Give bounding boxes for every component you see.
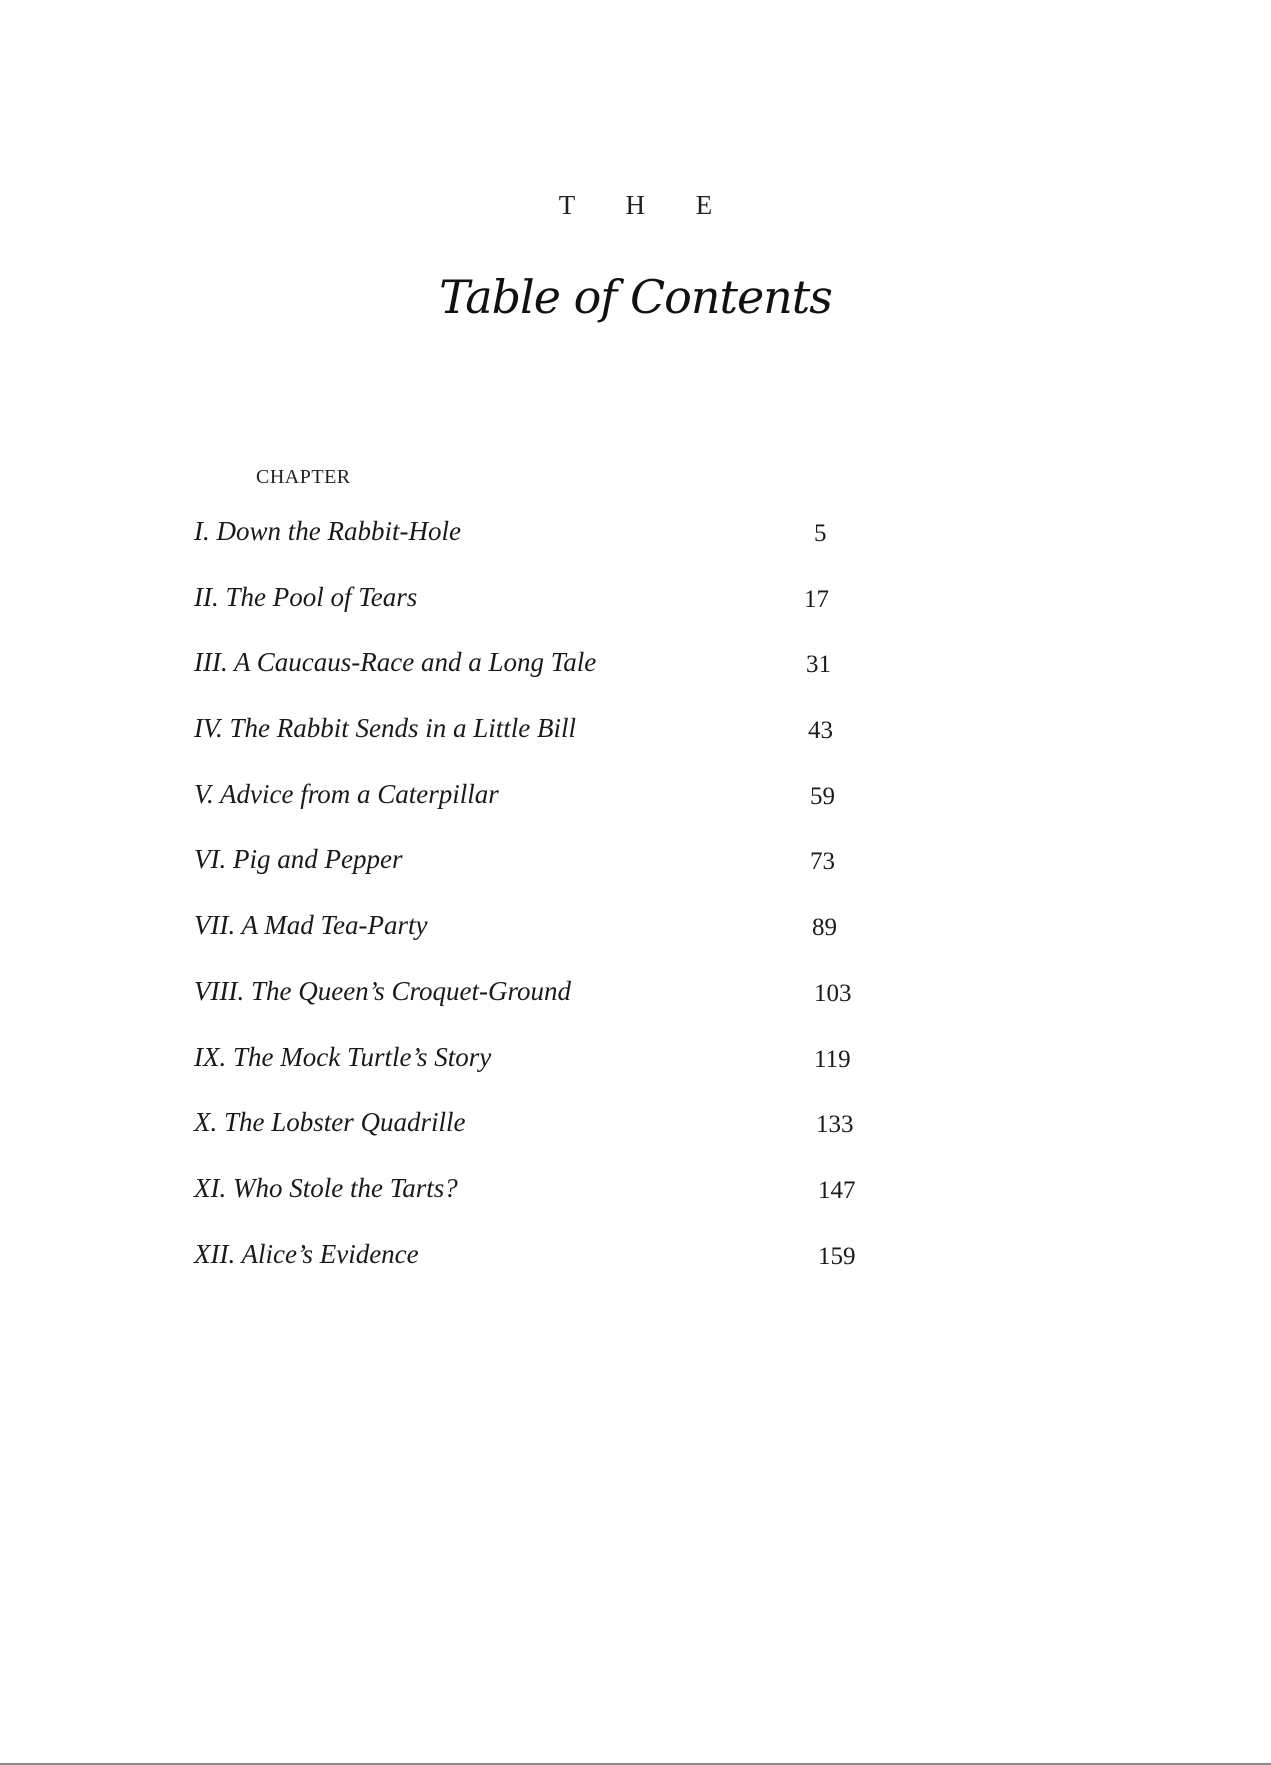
toc-entry-page: 159: [818, 1242, 856, 1270]
toc-entry[interactable]: [194, 1107, 894, 1173]
toc-entry-page: 103: [814, 979, 852, 1007]
toc-entry[interactable]: [194, 647, 894, 713]
toc-entry[interactable]: [194, 1239, 894, 1305]
toc-entry-page: 31: [806, 651, 831, 679]
page-title: Table of Contents: [439, 270, 832, 324]
toc-entry[interactable]: [194, 1173, 894, 1239]
toc-entry-title: VIII. The Queen’s Croquet-Ground: [194, 975, 571, 1006]
toc-entry-title: V. Advice from a Caterpillar: [194, 778, 499, 809]
toc-entry[interactable]: [194, 713, 894, 779]
toc-entry-title: IX. The Mock Turtle’s Story: [194, 1041, 492, 1072]
chapter-column-heading: CHAPTER: [256, 466, 351, 488]
toc-entry[interactable]: [194, 1042, 894, 1108]
toc-entry[interactable]: [194, 844, 894, 910]
toc-entry-page: 133: [816, 1111, 854, 1139]
toc-entry-title: VII. A Mad Tea-Party: [194, 910, 428, 941]
toc-entry-page: 119: [814, 1045, 851, 1073]
toc-entry[interactable]: [194, 779, 894, 845]
toc-entry-page: 59: [810, 782, 835, 810]
toc-entry-page: 73: [810, 848, 835, 876]
toc-entry-title: XII. Alice’s Evidence: [194, 1238, 419, 1269]
toc-entry-page: 147: [818, 1176, 856, 1204]
toc-entry-title: II. The Pool of Tears: [194, 581, 418, 612]
toc-list: [194, 516, 894, 1304]
toc-entry[interactable]: [194, 582, 894, 648]
toc-entry[interactable]: [194, 976, 894, 1042]
toc-entry[interactable]: [194, 516, 894, 582]
toc-entry-title: XI. Who Stole the Tarts?: [194, 1172, 458, 1203]
toc-entry[interactable]: [194, 910, 894, 976]
toc-entry-page: 17: [804, 585, 829, 613]
toc-entry-title: III. A Caucaus-Race and a Long Tale: [194, 647, 597, 678]
toc-entry-title: IV. The Rabbit Sends in a Little Bill: [194, 713, 576, 744]
toc-entry-title: I. Down the Rabbit-Hole: [194, 516, 461, 546]
toc-entry-page: 89: [812, 914, 837, 942]
toc-entry-title: X. The Lobster Quadrille: [194, 1107, 466, 1138]
toc-entry-title: VI. Pig and Pepper: [194, 844, 403, 875]
toc-entry-page: 43: [808, 717, 833, 745]
the-label: T H E: [558, 190, 735, 220]
toc-entry-page: 5: [814, 520, 827, 547]
